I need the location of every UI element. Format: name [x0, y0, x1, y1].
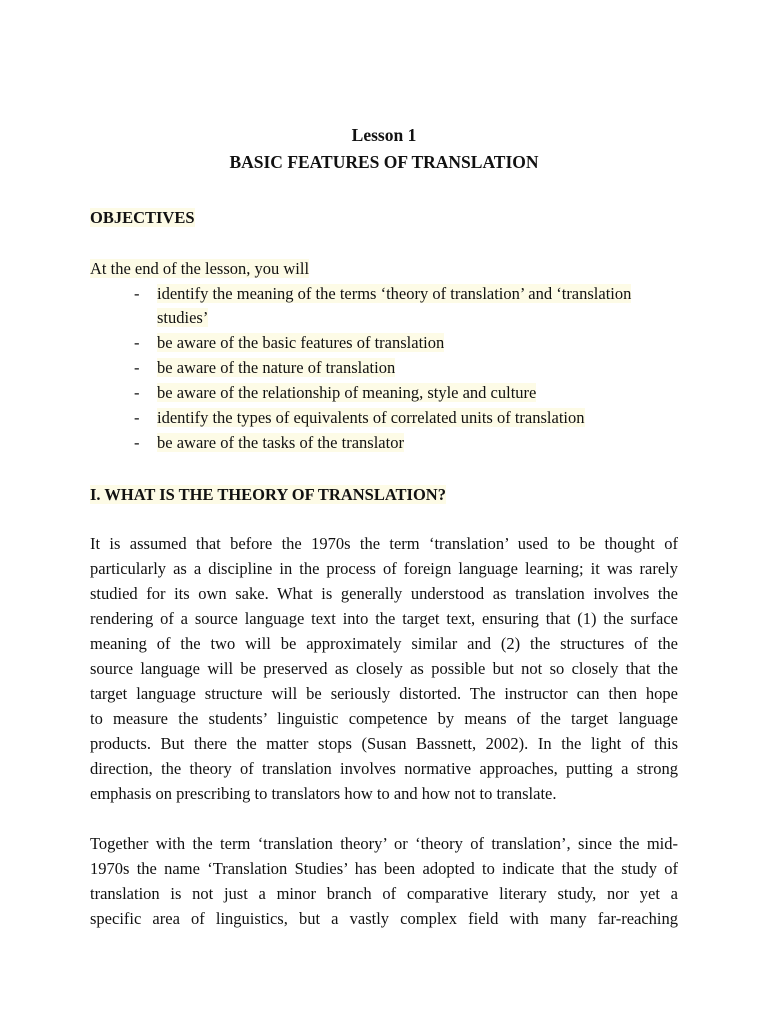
paragraph-line: rendering of a source language text into the target text, ensuring that (1) the surface: [90, 609, 678, 628]
paragraph-line: meaning of the two will be approximately similar and (2) the structures of the: [90, 634, 678, 653]
paragraph-line: products. But there the matter stops (Susan Bassnett, 2002). In the light of this: [90, 734, 678, 753]
paragraph-line: 1970s the name ‘Translation Studies’ has been adopted to indicate that the study of: [90, 859, 678, 878]
paragraph-line: direction, the theory of translation involves normative approaches, putting a strong: [90, 759, 678, 778]
objectives-heading: OBJECTIVES: [90, 208, 195, 227]
bullet-dash: -: [134, 333, 140, 352]
bullet-dash: -: [134, 358, 140, 377]
paragraph-line: studied for its own sake. What is generally understood as translation involves the: [90, 584, 678, 603]
bullet-dash: -: [134, 383, 140, 402]
paragraph-1: [90, 531, 678, 806]
objective-text: be aware of the nature of translation: [157, 358, 396, 377]
lesson-title: BASIC FEATURES OF TRANSLATION: [229, 152, 539, 172]
paragraph-line: specific area of linguistics, but a vastly complex field with many far-reaching: [90, 909, 678, 928]
objective-text: be aware of the basic features of translation: [157, 333, 445, 352]
paragraph-line: source language will be preserved as closely as possible but not so closely that the: [90, 659, 678, 678]
bullet-dash: -: [134, 433, 140, 452]
objective-text: be aware of the relationship of meaning, style and culture: [157, 383, 537, 402]
paragraph-line: to measure the students’ linguistic competence by means of the target language: [90, 709, 678, 728]
paragraph-line: Together with the term ‘translation theory’ or ‘theory of translation’, since the mid-: [90, 834, 678, 853]
objective-text: identify the types of equivalents of correlated units of translation: [157, 408, 585, 427]
paragraph-line: target language structure will be seriously distorted. The instructor can then hope: [90, 684, 678, 703]
objective-text: be aware of the tasks of the translator: [157, 433, 404, 452]
paragraph-line: particularly as a discipline in the process of foreign language learning; it was rarely: [90, 559, 678, 578]
bullet-dash: -: [134, 408, 140, 427]
paragraph-line: It is assumed that before the 1970s the term ‘translation’ used to be thought of: [90, 534, 678, 553]
paragraph-2: [90, 831, 678, 931]
paragraph-line: translation is not just a minor branch of comparative literary study, nor yet a: [90, 884, 678, 903]
lesson-label: Lesson 1: [351, 125, 417, 145]
objective-text: identify the meaning of the terms ‘theory of translation’ and ‘translation: [157, 284, 632, 303]
paragraph-line: emphasis on prescribing to translators how to and how not to translate.: [90, 784, 557, 803]
objectives-intro: At the end of the lesson, you will: [90, 259, 310, 278]
bullet-dash: -: [134, 284, 140, 303]
objective-text-continued: studies’: [157, 308, 209, 327]
section-heading: I. WHAT IS THE THEORY OF TRANSLATION?: [90, 485, 446, 504]
